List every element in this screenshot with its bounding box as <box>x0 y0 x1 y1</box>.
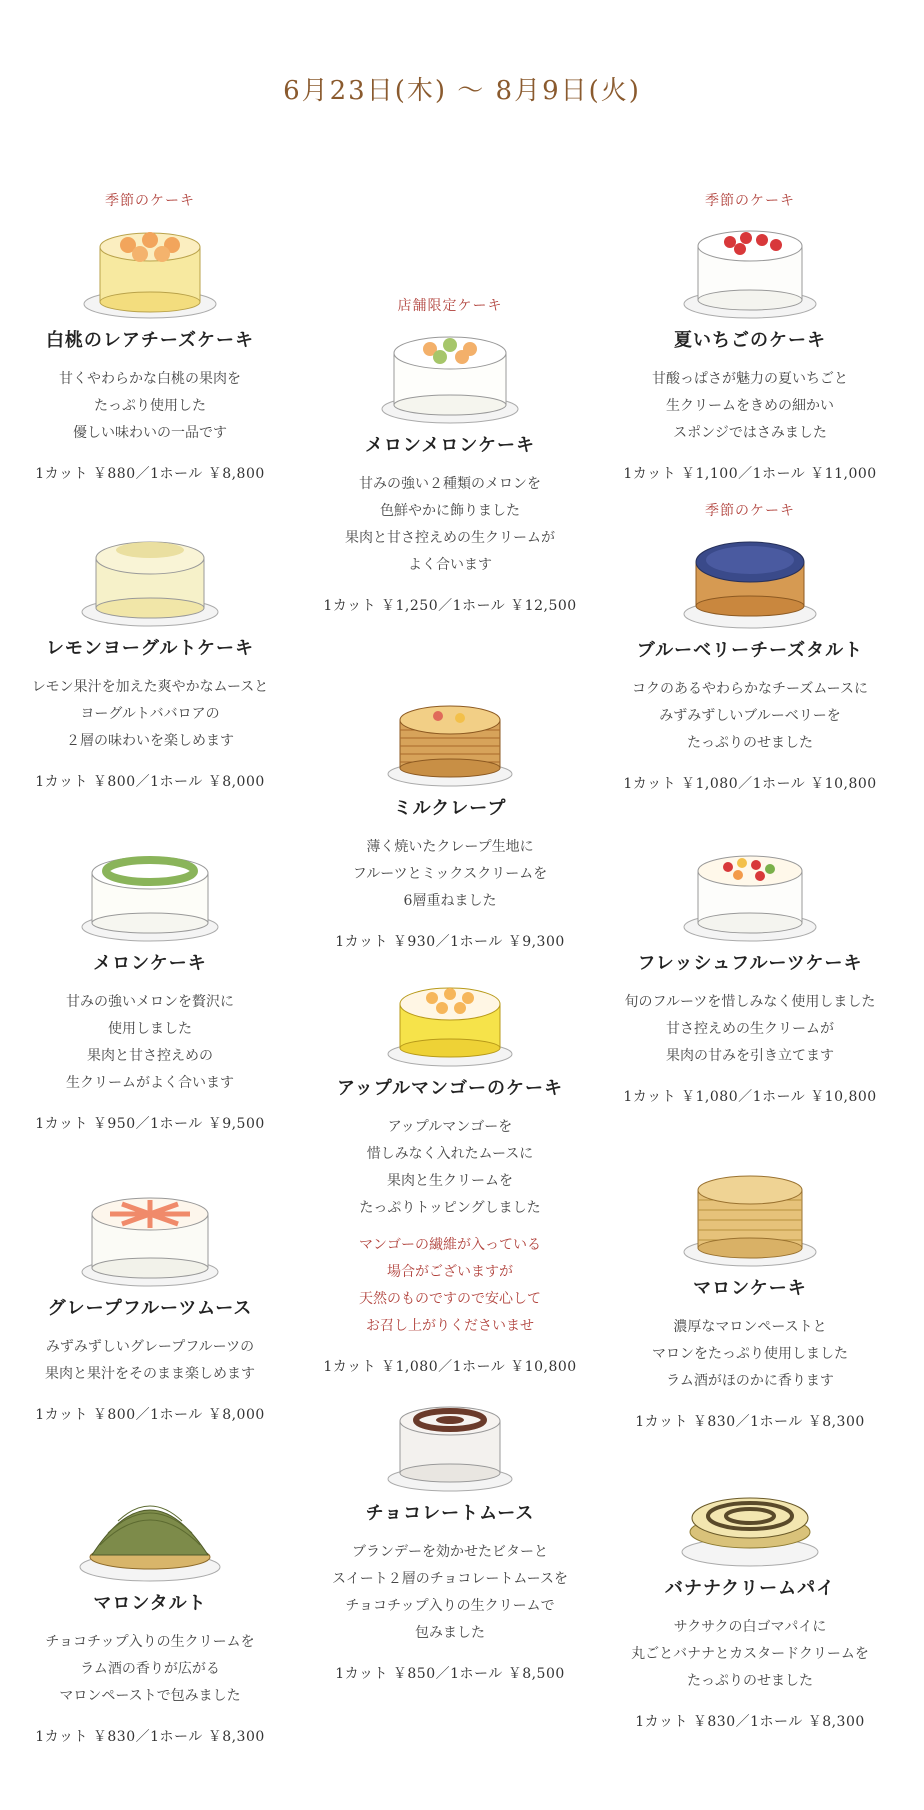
cake-price: 1カット ￥800／1ホール ￥8,000 <box>35 1407 265 1423</box>
cake-description: 濃厚なマロンペーストと マロンをたっぷり使用しました ラム酒がほのかに香ります <box>652 1319 848 1389</box>
badge-seasonal: 季節のケーキ <box>705 503 795 519</box>
badge-seasonal: 季節のケーキ <box>105 193 195 209</box>
cake-description: みずみずしいグレープフルーツの 果肉と果汁をそのまま楽しめます <box>45 1339 255 1382</box>
cake-item <box>300 295 600 615</box>
mango-cake-icon <box>300 960 600 1070</box>
banana-cream-pie-icon <box>600 1460 900 1570</box>
cake-item <box>300 960 600 1376</box>
badge-seasonal: 季節のケーキ <box>705 193 795 209</box>
cake-name: ブルーベリーチーズタルト <box>636 640 864 661</box>
cake-item <box>0 835 300 1133</box>
cake-price: 1カット ￥1,080／1ホール ￥10,800 <box>623 1089 877 1105</box>
cake-item <box>600 835 900 1106</box>
cake-item <box>600 190 900 483</box>
cake-price: 1カット ￥850／1ホール ￥8,500 <box>335 1666 565 1682</box>
cake-price: 1カット ￥1,100／1ホール ￥11,000 <box>623 466 877 482</box>
cake-item <box>300 1385 600 1683</box>
cake-item <box>600 1160 900 1431</box>
cake-price: 1カット ￥830／1ホール ￥8,300 <box>635 1714 865 1730</box>
cake-item <box>0 1475 300 1746</box>
cake-description: 甘酸っぱさが魅力の夏いちごと 生クリームをきめの細かい スポンジではさみました <box>652 371 848 441</box>
cake-item <box>0 520 300 791</box>
cake-description: サクサクの白ゴマパイに 丸ごとバナナとカスタードクリームを たっぷりのせました <box>631 1619 869 1689</box>
cake-description: 甘みの強い２種類のメロンを 色鮮やかに飾りました 果肉と甘さ控えめの生クリームが よく合います <box>345 476 555 573</box>
cake-name: 夏いちごのケーキ <box>674 330 826 351</box>
cake-description: 薄く焼いたクレープ生地に フルーツとミックスクリームを 6層重ねました <box>352 839 548 909</box>
melon-cake-icon <box>0 835 300 945</box>
cake-description: 旬のフルーツを惜しみなく使用しました 甘さ控えめの生クリームが 果肉の甘みを引き立てます <box>624 994 876 1064</box>
peach-cheesecake-icon <box>0 212 300 322</box>
cake-name: ミルクレープ <box>393 798 507 819</box>
cake-item <box>600 1460 900 1731</box>
cake-item <box>0 1180 300 1424</box>
cake-price: 1カット ￥1,250／1ホール ￥12,500 <box>323 598 577 614</box>
lemon-cake-icon <box>0 520 300 630</box>
cake-price: 1カット ￥1,080／1ホール ￥10,800 <box>323 1359 577 1375</box>
cake-price: 1カット ￥930／1ホール ￥9,300 <box>335 934 565 950</box>
cake-description: 甘くやわらかな白桃の果肉を たっぷり使用した 優しい味わいの一品です <box>59 371 241 441</box>
period-heading: 6月23日(木) 〜 8月9日(火) <box>283 76 641 106</box>
cake-name: メロンメロンケーキ <box>364 435 536 456</box>
cake-description: アップルマンゴーを 惜しみなく入れたムースに 果肉と生クリームを たっぷりトッピングしました <box>359 1119 541 1216</box>
cake-price: 1カット ￥830／1ホール ￥8,300 <box>35 1729 265 1745</box>
cake-description: ブランデーを効かせたビターと スイート２層のチョコレートムースを チョコチップ入りの生クリームで 包みました <box>332 1544 568 1641</box>
cake-description: コクのあるやわらかなチーズムースに みずみずしいブルーベリーを たっぷりのせました <box>632 681 868 751</box>
cake-name: マロンケーキ <box>693 1278 807 1299</box>
blueberry-tart-icon <box>600 522 900 632</box>
cake-description: 甘みの強いメロンを贅沢に 使用しました 果肉と甘さ控えめの 生クリームがよく合います <box>66 994 234 1091</box>
badge-store-limited: 店舗限定ケーキ <box>397 298 503 314</box>
marron-tart-icon <box>0 1475 300 1585</box>
cake-name: チョコレートムース <box>365 1503 535 1524</box>
cake-name: グレープフルーツムース <box>47 1298 253 1319</box>
cake-name: フレッシュフルーツケーキ <box>637 953 863 974</box>
cake-name: メロンケーキ <box>93 953 207 974</box>
cake-description: レモン果汁を加えた爽やかなムースと ヨーグルトババロアの ２層の味わいを楽しめます <box>31 679 269 749</box>
cake-name: レモンヨーグルトケーキ <box>45 638 255 659</box>
strawberry-cake-icon <box>600 212 900 322</box>
melon-melon-cake-icon <box>300 317 600 427</box>
mille-crepe-icon <box>300 680 600 790</box>
cake-item <box>0 190 300 483</box>
cake-note: マンゴーの繊維が入っている 場合がございますが 天然のものですので安心して お召し上がりくださいませ <box>359 1237 541 1334</box>
cake-name: 白桃のレアチーズケーキ <box>45 330 255 351</box>
cake-price: 1カット ￥880／1ホール ￥8,800 <box>35 466 265 482</box>
cake-price: 1カット ￥950／1ホール ￥9,500 <box>35 1116 265 1132</box>
fruit-cake-icon <box>600 835 900 945</box>
chocolate-mousse-icon <box>300 1385 600 1495</box>
marron-cake-icon <box>600 1160 900 1270</box>
cake-price: 1カット ￥800／1ホール ￥8,000 <box>35 774 265 790</box>
cake-name: マロンタルト <box>93 1593 207 1614</box>
cake-description: チョコチップ入りの生クリームを ラム酒の香りが広がる マロンペーストで包みました <box>45 1634 255 1704</box>
cake-price: 1カット ￥1,080／1ホール ￥10,800 <box>623 776 877 792</box>
cake-price: 1カット ￥830／1ホール ￥8,300 <box>635 1414 865 1430</box>
grapefruit-mousse-icon <box>0 1180 300 1290</box>
cake-item <box>300 680 600 951</box>
cake-name: バナナクリームパイ <box>664 1578 836 1599</box>
cake-name: アップルマンゴーのケーキ <box>336 1078 564 1099</box>
cake-item <box>600 500 900 793</box>
